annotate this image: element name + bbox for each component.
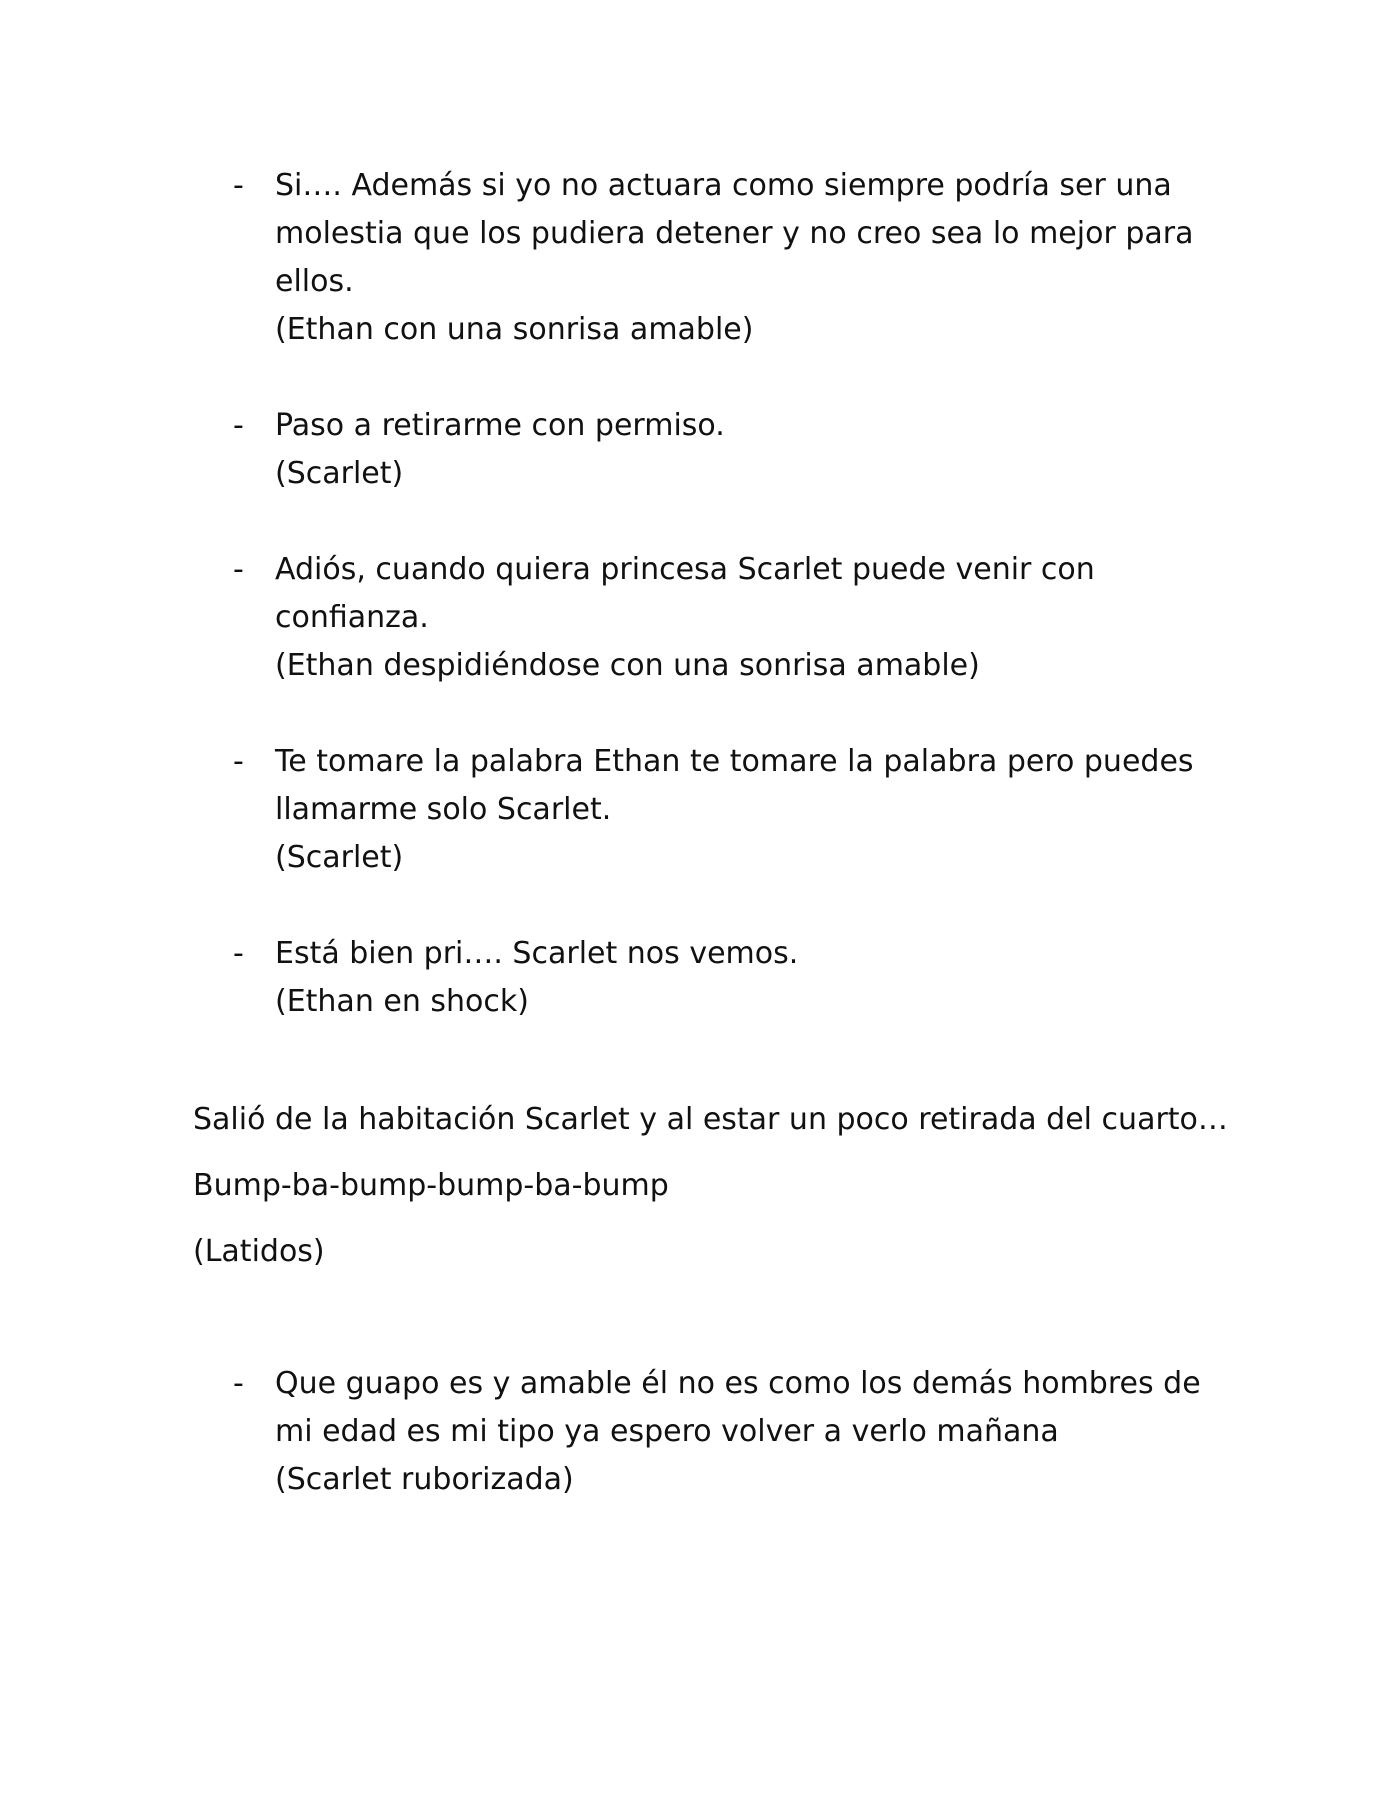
bullet-dash: -	[233, 552, 244, 587]
dialogue-line: Que guapo es y amable él no es como los demás hombres de	[275, 1366, 1201, 1401]
dialogue-body	[275, 930, 1235, 1026]
dialogue-speaker: (Ethan en shock)	[275, 984, 529, 1019]
bullet-dash: -	[233, 1366, 244, 1401]
dialogue-line: Si…. Además si yo no actuara como siempre podría ser una	[275, 168, 1172, 203]
dialogue-speaker: (Ethan con una sonrisa amable)	[275, 312, 754, 347]
dialogue-speaker: (Scarlet ruborizada)	[275, 1462, 574, 1497]
dialogue-line: Te tomare la palabra Ethan te tomare la palabra pero puedes	[275, 744, 1194, 779]
dialogue-body	[275, 738, 1235, 882]
dialogue-line: confianza.	[275, 600, 429, 635]
bullet-dash: -	[233, 744, 244, 779]
dialogue-speaker: (Scarlet)	[275, 456, 404, 491]
dialogue-body	[275, 546, 1235, 690]
dialogue-line: llamarme solo Scarlet.	[275, 792, 612, 827]
dialogue-line: Paso a retirarme con permiso.	[275, 408, 725, 443]
dialogue-body	[275, 402, 1235, 498]
dialogue-speaker: (Scarlet)	[275, 840, 404, 875]
dialogue-body	[275, 162, 1235, 354]
bullet-dash: -	[233, 168, 244, 203]
dialogue-line: Está bien pri…. Scarlet nos vemos.	[275, 936, 799, 971]
dialogue-body	[275, 1360, 1235, 1504]
narration-paragraph: Bump-ba-bump-bump-ba-bump	[193, 1168, 669, 1203]
dialogue-line: molestia que los pudiera detener y no creo sea lo mejor para	[275, 216, 1194, 251]
dialogue-speaker: (Ethan despidiéndose con una sonrisa amable)	[275, 648, 980, 683]
bullet-dash: -	[233, 408, 244, 443]
dialogue-line: mi edad es mi tipo ya espero volver a verlo mañana	[275, 1414, 1059, 1449]
bullet-dash: -	[233, 936, 244, 971]
dialogue-line: ellos.	[275, 264, 354, 299]
narration-paragraph: (Latidos)	[193, 1234, 325, 1269]
dialogue-line: Adiós, cuando quiera princesa Scarlet puede venir con	[275, 552, 1095, 587]
narration-paragraph: Salió de la habitación Scarlet y al estar un poco retirada del cuarto…	[193, 1102, 1228, 1137]
